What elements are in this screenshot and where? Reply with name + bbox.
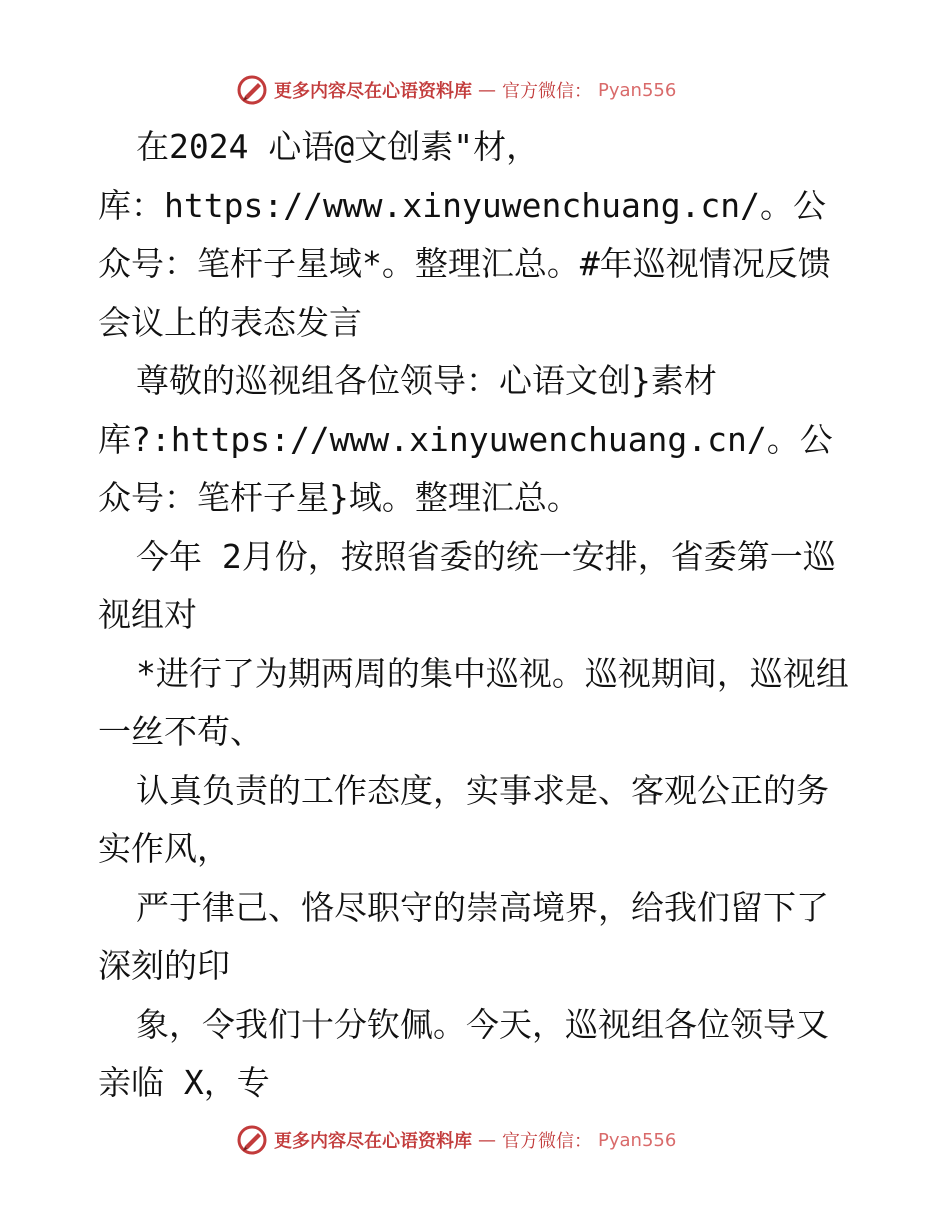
watermark-separator: — bbox=[478, 79, 496, 101]
watermark-wechat-label: 官方微信： bbox=[502, 1131, 592, 1152]
pen-logo-icon bbox=[236, 74, 268, 106]
watermark-wechat-label: 官方微信： bbox=[502, 81, 592, 102]
watermark-main-text: 更多内容尽在心语资料库 bbox=[274, 81, 472, 102]
pen-logo-icon bbox=[236, 1124, 268, 1156]
footer-watermark bbox=[236, 1124, 676, 1156]
watermark-separator: — bbox=[478, 1129, 496, 1151]
header-watermark bbox=[236, 74, 676, 106]
paragraph: 尊敬的巡视组各位领导：心语文创}素材库?:https://www.xinyuwenchuang.cn/。公众号：笔杆子星}域。整理汇总。 bbox=[98, 361, 833, 517]
paragraph: *进行了为期两周的集中巡视。巡视期间，巡视组一丝不苟、 bbox=[98, 653, 849, 751]
document-body bbox=[98, 118, 858, 1113]
paragraph: 认真负责的工作态度，实事求是、客观公正的务实作风， bbox=[98, 770, 829, 868]
watermark-wechat-id: Pyan556 bbox=[598, 1129, 677, 1151]
paragraph: 严于律己、恪尽职守的崇高境界，给我们留下了深刻的印 bbox=[98, 887, 829, 985]
watermark-wechat-id: Pyan556 bbox=[598, 79, 677, 101]
paragraph: 库：https://www.xinyuwenchuang.cn/。公众号：笔杆子星域*。整理汇总。#年巡视情况反馈会议上的表态发言 bbox=[98, 185, 831, 342]
paragraph: 象，令我们十分钦佩。今天，巡视组各位领导又亲临 X，专 bbox=[98, 1004, 829, 1102]
paragraph: 在2024 心语@文创素"材， bbox=[136, 127, 540, 166]
paragraph: 今年 2月份，按照省委的统一安排，省委第一巡视组对 bbox=[98, 536, 836, 634]
watermark-main-text: 更多内容尽在心语资料库 bbox=[274, 1131, 472, 1152]
